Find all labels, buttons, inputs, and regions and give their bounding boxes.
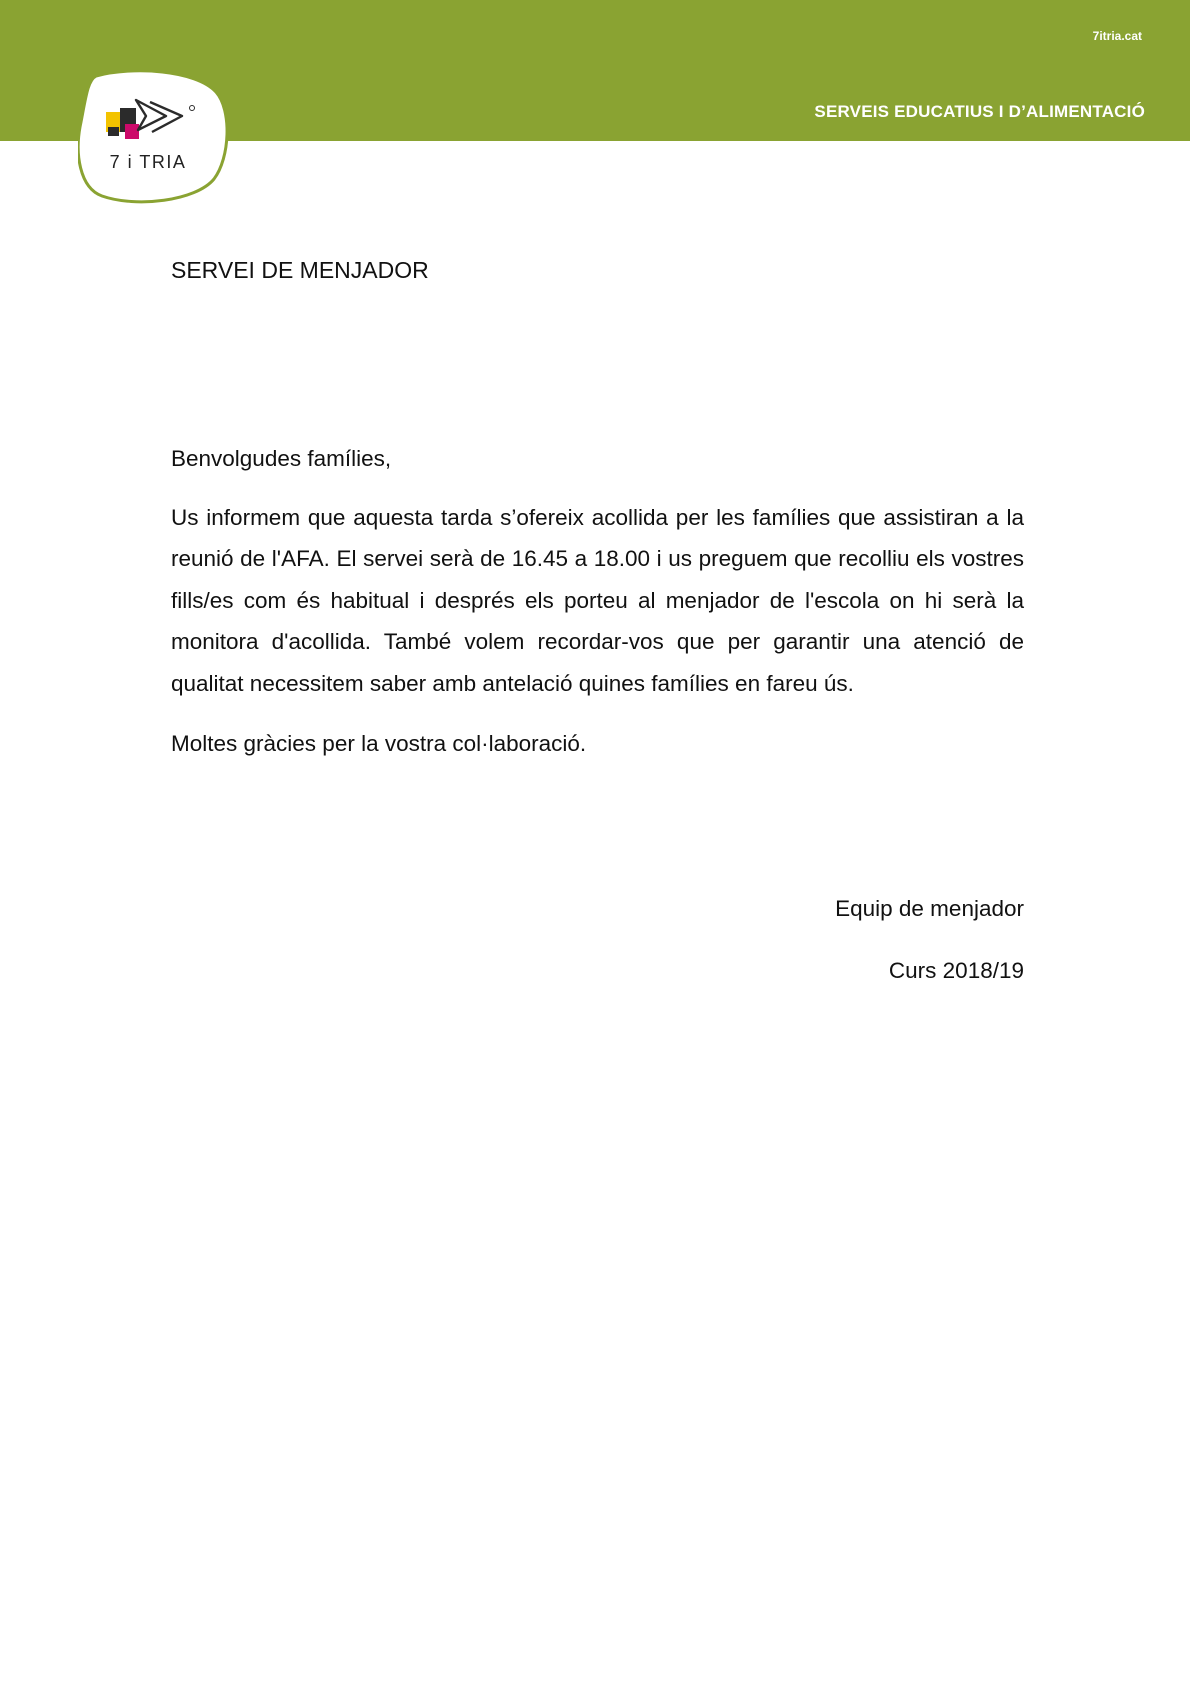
logo-brand-text: 7 i TRIA [109, 152, 187, 172]
salutation: Benvolgudes famílies, [171, 446, 392, 471]
closing-line: Moltes gràcies per la vostra col·laboració. [171, 731, 587, 756]
header-tagline: SERVEIS EDUCATIUS I D’ALIMENTACIÓ [814, 102, 1145, 121]
signature: Equip de menjador [835, 896, 1024, 921]
document-body [171, 438, 1024, 765]
logo-badge [78, 72, 230, 204]
document-title: SERVEI DE MENJADOR [171, 257, 429, 283]
website-url: 7itria.cat [1092, 29, 1142, 43]
course-year: Curs 2018/19 [888, 958, 1024, 983]
logo-magenta-square [125, 124, 139, 139]
brand-logo [78, 72, 230, 204]
main-paragraph: Us informem que aquesta tarda s’ofereix acollida per les famílies que assistiran a la reunió de l'AFA. El servei serà de 16.45 a 18.00 i us preguem que recolliu els vostres fills/es com és habitual i després els porteu al menjador de l'escola on hi serà la monitora d'acollida. També volem recordar-vos que per garantir una atenció de qualitat necessitem saber amb antelació quines famílies en fareu ús. [171, 504, 1024, 696]
